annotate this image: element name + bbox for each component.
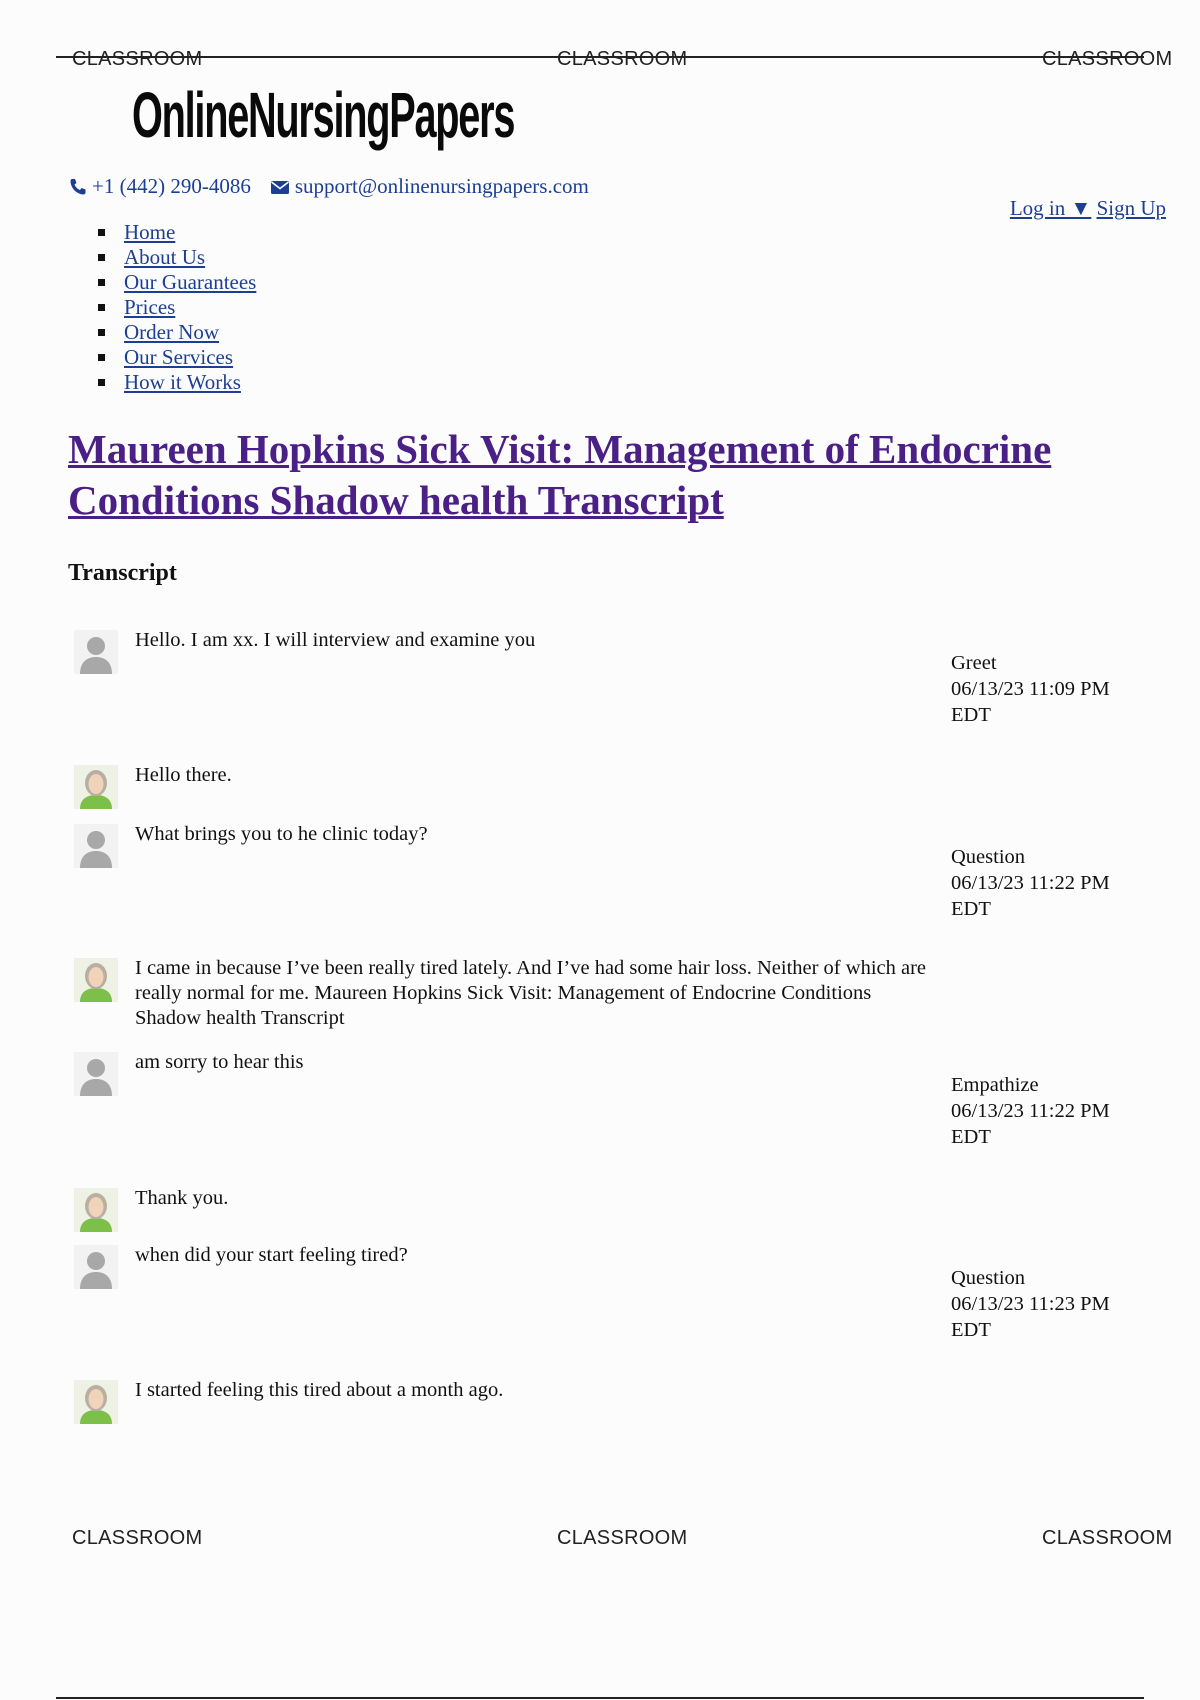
message-timezone: EDT — [951, 898, 991, 920]
watermark-top-left: CLASSROOM — [72, 48, 203, 70]
nav-item-services — [98, 345, 256, 370]
message-timezone: EDT — [951, 704, 991, 726]
message-text: What brings you to he clinic today? — [135, 823, 428, 845]
patient-avatar-icon — [74, 1380, 118, 1424]
nav-item-order — [98, 320, 256, 345]
page-title-link[interactable]: Maureen Hopkins Sick Visit: Management of Endocrine Conditions Shadow health Transcript — [68, 426, 1052, 523]
message-text: I came in because I’ve been really tired lately. And I’ve had some hair loss. Neither of which are really normal for me. Maureen Hopkins Sick Visit: Management of Endocrine Conditions Shadow health Transcript — [135, 957, 927, 1029]
phone-number[interactable]: +1 (442) 290-4086 — [92, 174, 251, 198]
bullet-icon — [98, 254, 105, 261]
patient-avatar-icon — [74, 958, 118, 1002]
student-avatar-icon — [74, 824, 118, 868]
bullet-icon — [98, 354, 105, 361]
nav-link-about[interactable]: About Us — [124, 245, 206, 269]
message-timestamp: 06/13/23 11:22 PM — [951, 1100, 1110, 1122]
message-timestamp: 06/13/23 11:09 PM — [951, 678, 1110, 700]
nav-item-prices — [98, 295, 256, 320]
nav-item-how — [98, 370, 256, 395]
section-heading: Transcript — [68, 560, 177, 586]
message-text: when did your start feeling tired? — [135, 1244, 408, 1266]
bullet-icon — [98, 229, 105, 236]
message-meta — [951, 844, 1151, 922]
student-avatar-icon — [74, 630, 118, 674]
bullet-icon — [98, 279, 105, 286]
nav-item-home — [98, 220, 256, 245]
message-timezone: EDT — [951, 1319, 991, 1341]
patient-avatar-icon — [74, 765, 118, 809]
message-timestamp: 06/13/23 11:23 PM — [951, 1293, 1110, 1315]
auth-links — [1010, 196, 1166, 221]
signup-link[interactable]: Sign Up — [1096, 196, 1166, 220]
message-category: Empathize — [951, 1074, 1039, 1096]
message-timestamp: 06/13/23 11:22 PM — [951, 872, 1110, 894]
message-category: Question — [951, 1267, 1026, 1289]
email-address[interactable]: support@onlinenursingpapers.com — [294, 174, 589, 198]
message-text: am sorry to hear this — [135, 1051, 304, 1073]
bullet-icon — [98, 304, 105, 311]
watermark-top-center: CLASSROOM — [557, 48, 688, 70]
message-meta — [951, 1265, 1151, 1343]
nav-link-order[interactable]: Order Now — [124, 320, 220, 344]
login-link[interactable]: Log in ▼ — [1009, 196, 1092, 220]
nav-link-services[interactable]: Our Services — [124, 345, 234, 369]
nav-item-guarantees — [98, 270, 256, 295]
message-meta — [951, 650, 1151, 728]
nav-link-home[interactable]: Home — [124, 220, 176, 244]
message-text: Thank you. — [135, 1187, 229, 1209]
message-category: Question — [951, 846, 1026, 868]
contact-bar — [68, 174, 589, 199]
bullet-icon — [98, 379, 105, 386]
student-avatar-icon — [74, 1052, 118, 1096]
message-timezone: EDT — [951, 1126, 991, 1148]
main-nav — [98, 220, 256, 395]
nav-link-how[interactable]: How it Works — [124, 370, 241, 394]
message-meta — [951, 1072, 1151, 1150]
patient-avatar-icon — [74, 1188, 118, 1232]
message-text: Hello there. — [135, 764, 232, 786]
nav-item-about — [98, 245, 256, 270]
watermark-bottom-right: CLASSROOM — [1042, 1527, 1173, 1549]
bottom-rule — [56, 1697, 1144, 1699]
site-logo[interactable]: OnlineNursingPapers — [132, 79, 515, 151]
nav-link-prices[interactable]: Prices — [124, 295, 176, 319]
envelope-icon — [269, 177, 291, 197]
message-text: Hello. I am xx. I will interview and examine you — [135, 629, 536, 651]
watermark-top-right: CLASSROOM — [1042, 48, 1173, 70]
student-avatar-icon — [74, 1245, 118, 1289]
watermark-bottom-left: CLASSROOM — [72, 1527, 203, 1549]
phone-icon — [68, 177, 88, 197]
watermark-bottom-center: CLASSROOM — [557, 1527, 688, 1549]
bullet-icon — [98, 329, 105, 336]
nav-link-guarantees[interactable]: Our Guarantees — [124, 270, 257, 294]
page-title — [68, 424, 1158, 526]
message-category: Greet — [951, 652, 997, 674]
message-text: I started feeling this tired about a month ago. — [135, 1379, 504, 1401]
